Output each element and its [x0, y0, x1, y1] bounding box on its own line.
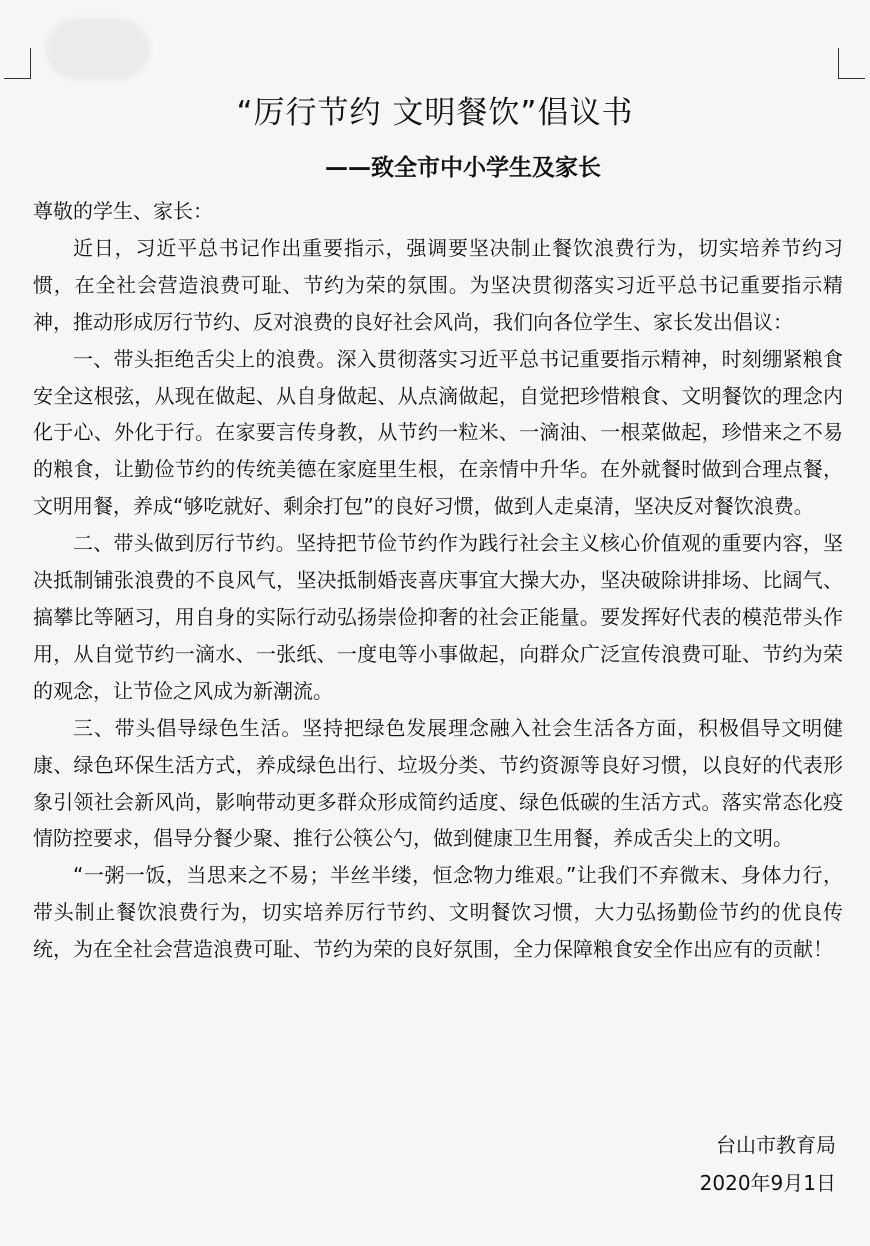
crop-mark-right [838, 48, 865, 79]
blurred-overlay [46, 18, 150, 80]
document-subtitle: ——致全市中小学生及家长 [325, 155, 601, 181]
paragraph-point-3: 三、带头倡导绿色生活。坚持把绿色发展理念融入社会生活各方面，积极倡导文明健康、绿色环保生活方式，养成绿色出行、垃圾分类、节约资源等良好习惯，以良好的代表形象引领社会新风尚，影响带动更多群众形成简约适度、绿色低碳的生活方式。落实常态化疫情防控要求，倡导分餐少聚、推行公筷公勺，做到健康卫生用餐，养成舌尖上的文明。 [33, 715, 843, 851]
signature-organization: 台山市教育局 [716, 1133, 836, 1157]
paragraph-point-1: 一、带头拒绝舌尖上的浪费。深入贯彻落实习近平总书记重要指示精神，时刻绷紧粮食安全这根弦，从现在做起、从自身做起、从点滴做起，自觉把珍惜粮食、文明餐饮的理念内化于心、外化于行。在家要言传身教，从节约一粒米、一滴油、一根菜做起，珍惜来之不易的粮食，让勤俭节约的传统美德在家庭里生根，在亲情中升华。在外就餐时做到合理点餐，文明用餐，养成“够吃就好、剩余打包”的良好习惯，做到人走桌清，坚决反对餐饮浪费。 [33, 346, 843, 519]
paragraph-point-2: 二、带头做到厉行节约。坚持把节俭节约作为践行社会主义核心价值观的重要内容，坚决抵制铺张浪费的不良风气，坚决抵制婚丧喜庆事宜大操大办，坚决破除讲排场、比阔气、搞攀比等陋习，用自身的实际行动弘扬崇俭抑奢的社会正能量。要发挥好代表的模范带头作用，从自觉节约一滴水、一张纸、一度电等小事做起，向群众广泛宣传浪费可耻、节约为荣的观念，让节俭之风成为新潮流。 [33, 531, 843, 703]
salutation: 尊敬的学生、家长： [33, 199, 213, 223]
signature-block [700, 1126, 836, 1202]
paragraph-closing: “一粥一饭，当思来之不易；半丝半缕，恒念物力维艰。”让我们不弃微末、身体力行，带头制止餐饮浪费行为，切实培养厉行节约、文明餐饮习惯，大力弘扬勤俭节约的优良传统，为在全社会营造浪费可耻、节约为荣的良好氛围，全力保障粮食安全作出应有的贡献！ [33, 863, 843, 962]
crop-mark-left [4, 48, 31, 79]
document-title: “厉行节约 文明餐饮”倡议书 [236, 95, 634, 131]
paragraph-intro: 近日，习近平总书记作出重要指示，强调要坚决制止餐饮浪费行为，切实培养节约习惯，在全社会营造浪费可耻、节约为荣的氛围。为坚决贯彻落实习近平总书记重要指示精神，推动形成厉行节约、反对浪费的良好社会风尚，我们向各位学生、家长发出倡议： [33, 235, 843, 334]
signature-date: 2020年9月1日 [699, 1171, 836, 1195]
document-body [33, 193, 843, 968]
